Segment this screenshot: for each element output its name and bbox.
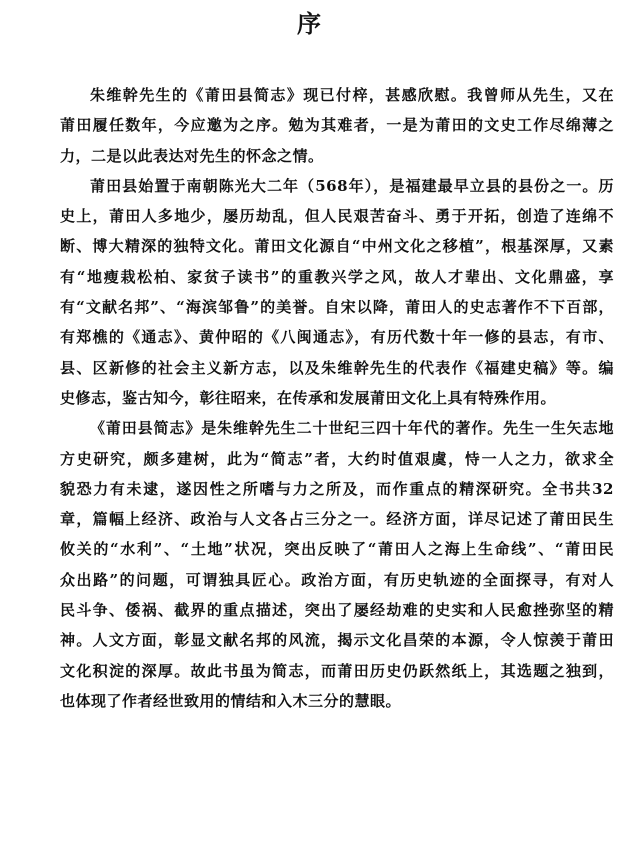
text-line: 莆田履任数年，今应邀为之序。勉为其难者，一是为莆田的文史工作尽绵薄之 <box>60 116 614 135</box>
text-line: 民斗争、倭祸、截界的重点描述，突出了屡经劫难的史实和人民愈挫弥坚的精 <box>60 601 614 620</box>
text-line: 方史研究，颇多建树，此为“简志”者，大约时值艰虞，恃一人之力，欲求全 <box>60 449 614 468</box>
text-line: 众出路”的问题，可谓独具匠心。政治方面，有历史轨迹的全面探寻，有对人 <box>60 570 614 589</box>
text-line: 有“文献名邦”、“海滨邹鲁”的美誉。自宋以降，莆田人的史志著作不下百部， <box>60 298 614 317</box>
text-line: 貌恐力有未逮，遂因性之所嗜与力之所及，而作重点的精深研究。全书共32 <box>60 479 614 498</box>
text-line: 县、区新修的社会主义新方志，以及朱维幹先生的代表作《福建史稿》等。编 <box>60 358 614 377</box>
text-line: 也体现了作者经世致用的情结和入木三分的慧眼。 <box>60 691 402 710</box>
text-line: 章，篇幅上经济、政治与人文各占三分之一。经济方面，详尽记述了莆田民生 <box>60 510 614 529</box>
text-line: 神。人文方面，彰显文献名邦的风流，揭示文化昌荣的本源，令人惊羡于莆田 <box>60 631 614 650</box>
text-line: 力，二是以此表达对先生的怀念之情。 <box>60 146 324 165</box>
preface-body <box>60 80 614 716</box>
text-line: 有郑樵的《通志》、黄仲昭的《八闽通志》，有历代数十年一修的县志，有市、 <box>60 328 614 347</box>
text-line: 莆田县始置于南朝陈光大二年（568年），是福建最早立县的县份之一。历 <box>90 176 614 195</box>
text-line: 有“地瘦栽松柏、家贫子读书”的重教兴学之风，故人才辈出、文化鼎盛，享 <box>60 267 614 286</box>
text-line: 文化积淀的深厚。故此书虽为简志，而莆田历史仍跃然纸上，其选题之独到， <box>60 661 614 680</box>
text-line: 史修志，鉴古知今，彰往昭来，在传承和发展莆田文化上具有特殊作用。 <box>60 388 557 407</box>
text-line: 攸关的“水利”、“土地”状况，突出反映了“莆田人之海上生命线”、“莆田民 <box>60 540 614 559</box>
text-line: 史上，莆田人多地少，屡历劫乱，但人民艰苦奋斗、勇于开拓，创造了连绵不 <box>60 207 614 226</box>
text-line: 断、博大精深的独特文化。莆田文化源自“中州文化之移植”，根基深厚，又素 <box>60 237 614 256</box>
text-line: 《莆田县简志》是朱维幹先生二十世纪三四十年代的著作。先生一生矢志地 <box>90 419 614 438</box>
text-line: 朱维幹先生的《莆田县简志》现已付梓，甚感欣慰。我曾师从先生，又在 <box>90 86 614 104</box>
page-title: 序 <box>297 9 323 38</box>
